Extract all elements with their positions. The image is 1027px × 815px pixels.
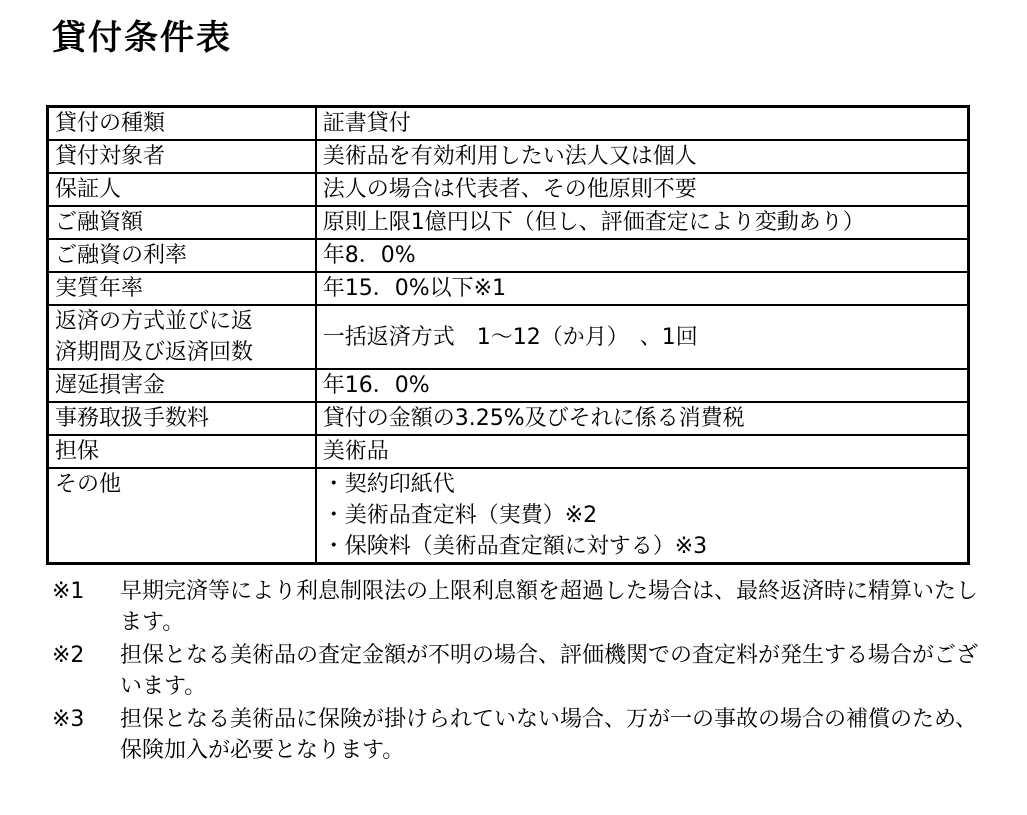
table-row-eligible-borrower [48, 140, 969, 173]
footnote [52, 576, 982, 638]
row-value-line: ・美術品査定料（実費）※2 [322, 503, 598, 528]
row-label [48, 305, 316, 369]
row-value: 年8．0% [316, 239, 969, 272]
row-label: 貸付の種類 [48, 107, 316, 141]
row-label: ご融資額 [48, 206, 316, 239]
table-row-repayment-method [48, 305, 969, 369]
table-row-effective-annual-rate [48, 272, 969, 305]
row-value-line: ・保険料（美術品査定額に対する）※3 [322, 534, 708, 559]
row-label: 遅延損害金 [48, 369, 316, 402]
footnote-text: 早期完済等により利息制限法の上限利息額を超過した場合は、最終返済時に精算いたします。 [120, 579, 979, 635]
loan-terms-table [46, 105, 970, 565]
table-row-guarantor [48, 173, 969, 206]
footnote [52, 640, 982, 702]
row-value: 法人の場合は代表者、その他原則不要 [316, 173, 969, 206]
footnote-mark: ※3 [52, 707, 85, 732]
footnote [52, 704, 982, 766]
row-label: 担保 [48, 435, 316, 468]
row-value: 年15．0%以下※1 [316, 272, 969, 305]
row-label-line: 済期間及び返済回数 [55, 340, 254, 365]
footnote-mark: ※1 [52, 579, 85, 604]
footnotes [52, 576, 982, 768]
row-label: その他 [48, 468, 316, 564]
row-value: 美術品を有効利用したい法人又は個人 [316, 140, 969, 173]
row-label: 実質年率 [48, 272, 316, 305]
row-value: 年16．0% [316, 369, 969, 402]
row-value: 一括返済方式 1～12（か月） 、1回 [316, 305, 969, 369]
row-label-line: 返済の方式並びに返 [55, 309, 254, 334]
row-label: 貸付対象者 [48, 140, 316, 173]
footnote-text: 担保となる美術品の査定金額が不明の場合、評価機関での査定料が発生する場合がございます。 [120, 643, 979, 699]
table-row-interest-rate [48, 239, 969, 272]
table-row-loan-amount [48, 206, 969, 239]
row-value: 証書貸付 [316, 107, 969, 141]
row-label: 保証人 [48, 173, 316, 206]
document-title: 貸付条件表 [52, 18, 232, 58]
row-value: 貸付の金額の3.25%及びそれに係る消費税 [316, 402, 969, 435]
footnote-mark: ※2 [52, 643, 85, 668]
row-value: 原則上限1億円以下（但し、評価査定により変動あり） [316, 206, 969, 239]
row-label: ご融資の利率 [48, 239, 316, 272]
row-value [316, 468, 969, 564]
footnote-text: 担保となる美術品に保険が掛けられていない場合、万が一の事故の場合の補償のため、保険加入が必要となります。 [120, 707, 978, 763]
table-row-collateral [48, 435, 969, 468]
row-value-line: ・契約印紙代 [322, 472, 455, 497]
table-row-other [48, 468, 969, 564]
table-row-handling-fee [48, 402, 969, 435]
table-row-loan-type [48, 107, 969, 141]
row-label: 事務取扱手数料 [48, 402, 316, 435]
table-row-late-charge [48, 369, 969, 402]
row-value: 美術品 [316, 435, 969, 468]
